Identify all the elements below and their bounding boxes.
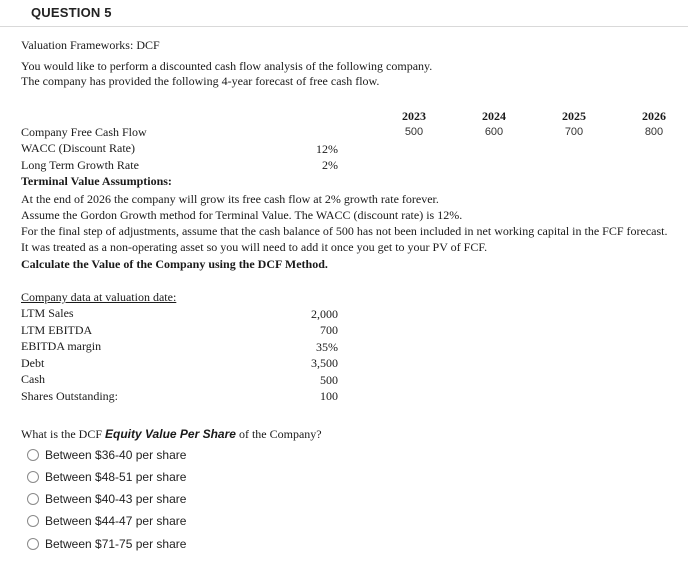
year-header: 2023 [402,109,426,123]
company-row-label: EBITDA margin [21,339,102,353]
answer-option-label: Between $44-47 per share [45,514,187,528]
answer-option[interactable] [27,512,186,530]
company-row-label: Cash [21,372,45,386]
company-row-value: 500 [320,373,338,387]
question-prompt [21,427,322,442]
radio-button[interactable] [27,515,39,527]
answer-option-label: Between $36-40 per share [45,448,187,462]
company-row-value: 3,500 [311,356,338,370]
prompt-emphasis: Equity Value Per Share [105,427,236,441]
year-header: 2024 [482,109,506,123]
intro-line-2: The company has provided the following 4-year forecast of free cash flow. [21,74,380,88]
answer-option[interactable] [27,490,186,508]
terminal-line-1: At the end of 2026 the company will grow its free cash flow at 2% growth rate forever. [21,192,439,206]
company-row-value: 700 [320,323,338,337]
company-row-label: Shares Outstanding: [21,389,118,403]
answer-option-label: Between $71-75 per share [45,537,187,551]
instruction: Calculate the Value of the Company using the DCF Method. [21,257,328,271]
answer-option-label: Between $40-43 per share [45,492,187,506]
answer-option[interactable] [27,468,186,486]
radio-button[interactable] [27,493,39,505]
company-row-label: LTM Sales [21,306,74,320]
company-row-value: 100 [320,389,338,403]
fcf-value: 500 [404,126,424,138]
wacc-value: 12% [316,142,338,156]
question-header [0,0,688,27]
fcf-label: Company Free Cash Flow [21,125,147,139]
answer-option[interactable] [27,446,186,464]
question-title: QUESTION 5 [31,5,112,20]
year-header: 2026 [642,109,666,123]
terminal-line-3: For the final step of adjustments, assume that the cash balance of 500 has not been included in net working capital in the FCF forecast. [21,224,668,238]
wacc-label: WACC (Discount Rate) [21,141,135,155]
prompt-prefix: What is the DCF [21,427,102,441]
growth-label: Long Term Growth Rate [21,158,139,172]
answer-option[interactable] [27,535,186,553]
company-row-label: Debt [21,356,45,370]
terminal-line-4: It was treated as a non-operating asset so you will need to add it once you get to your PV of FCF. [21,240,488,254]
answer-option-label: Between $48-51 per share [45,470,187,484]
section-heading: Valuation Frameworks: DCF [21,38,160,52]
radio-button[interactable] [27,449,39,461]
year-header: 2025 [562,109,586,123]
fcf-value: 800 [644,126,664,138]
company-row-label: LTM EBITDA [21,323,93,337]
prompt-suffix: of the Company? [238,427,322,441]
company-row-value: 35% [316,340,338,354]
growth-value: 2% [322,158,338,172]
company-row-value: 2,000 [311,307,338,321]
radio-button[interactable] [27,471,39,483]
terminal-line-2: Assume the Gordon Growth method for Terminal Value. The WACC (discount rate) is 12%. [21,208,463,222]
fcf-value: 700 [564,126,584,138]
fcf-value: 600 [484,126,504,138]
terminal-heading: Terminal Value Assumptions: [21,174,172,188]
company-data-heading: Company data at valuation date: [21,290,177,304]
intro-line-1: You would like to perform a discounted cash flow analysis of the following company. [21,59,433,73]
radio-button[interactable] [27,538,39,550]
